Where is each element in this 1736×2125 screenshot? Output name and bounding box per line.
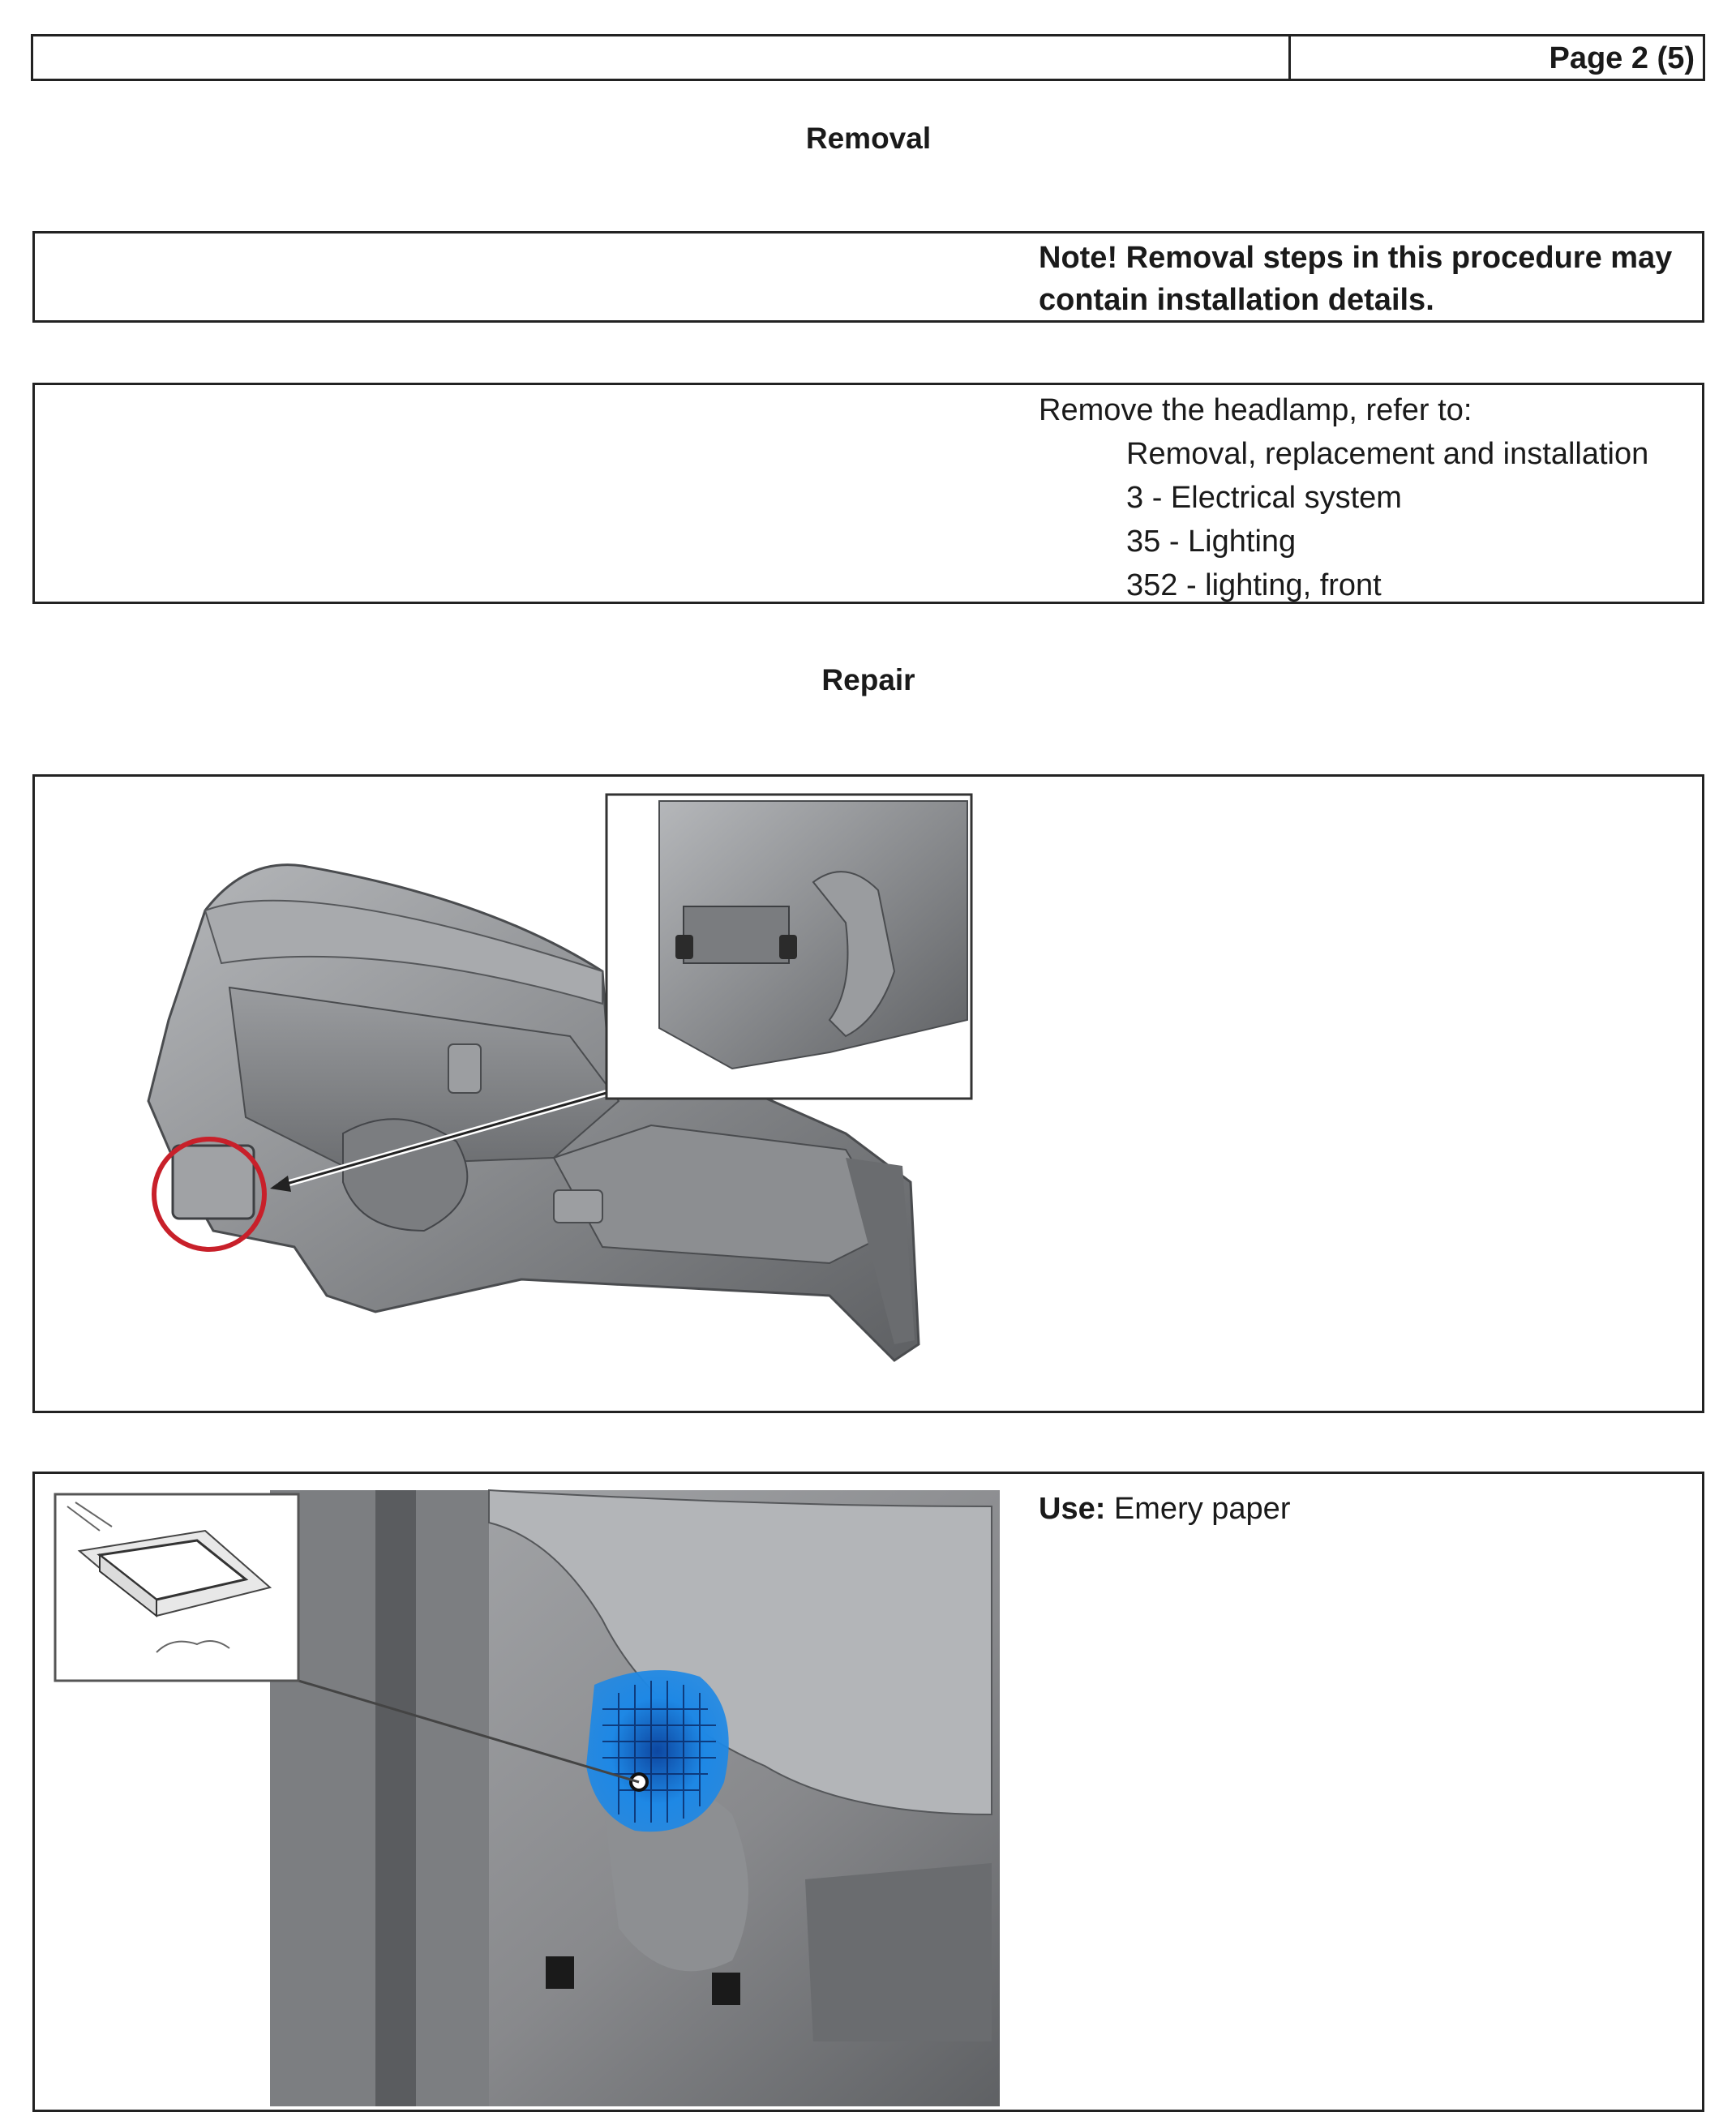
sanding-area [586,1670,729,1832]
page-number: Page 2 (5) [1549,41,1695,75]
header-divider [1288,36,1291,79]
removal-step-box [32,383,1704,604]
figure-sanding-box [32,1472,1704,2112]
removal-heading: Removal [805,122,932,155]
note-line-1: Note! Removal steps in this procedure may [1039,241,1673,275]
figure-headlamp-box [32,774,1704,1413]
sanding-illustration [35,1474,1008,2106]
headlamp-illustration [35,777,1008,1409]
reference-item: 35 - Lighting [1126,525,1297,559]
reference-item: 3 - Electrical system [1126,481,1402,515]
page-header [31,34,1705,81]
use-instruction [1039,1492,1290,1527]
use-label: Use: [1039,1492,1106,1526]
note-text [1039,237,1672,321]
reference-item: Removal, replacement and installation [1126,437,1649,471]
removal-step-text [1039,388,1648,607]
removal-intro: Remove the headlamp, refer to: [1039,393,1472,427]
reference-item: 352 - lighting, front [1126,568,1382,602]
use-value: Emery paper [1105,1492,1291,1526]
note-line-2: contain installation details. [1039,283,1434,317]
note-box [32,231,1704,323]
repair-heading: Repair [821,663,915,696]
